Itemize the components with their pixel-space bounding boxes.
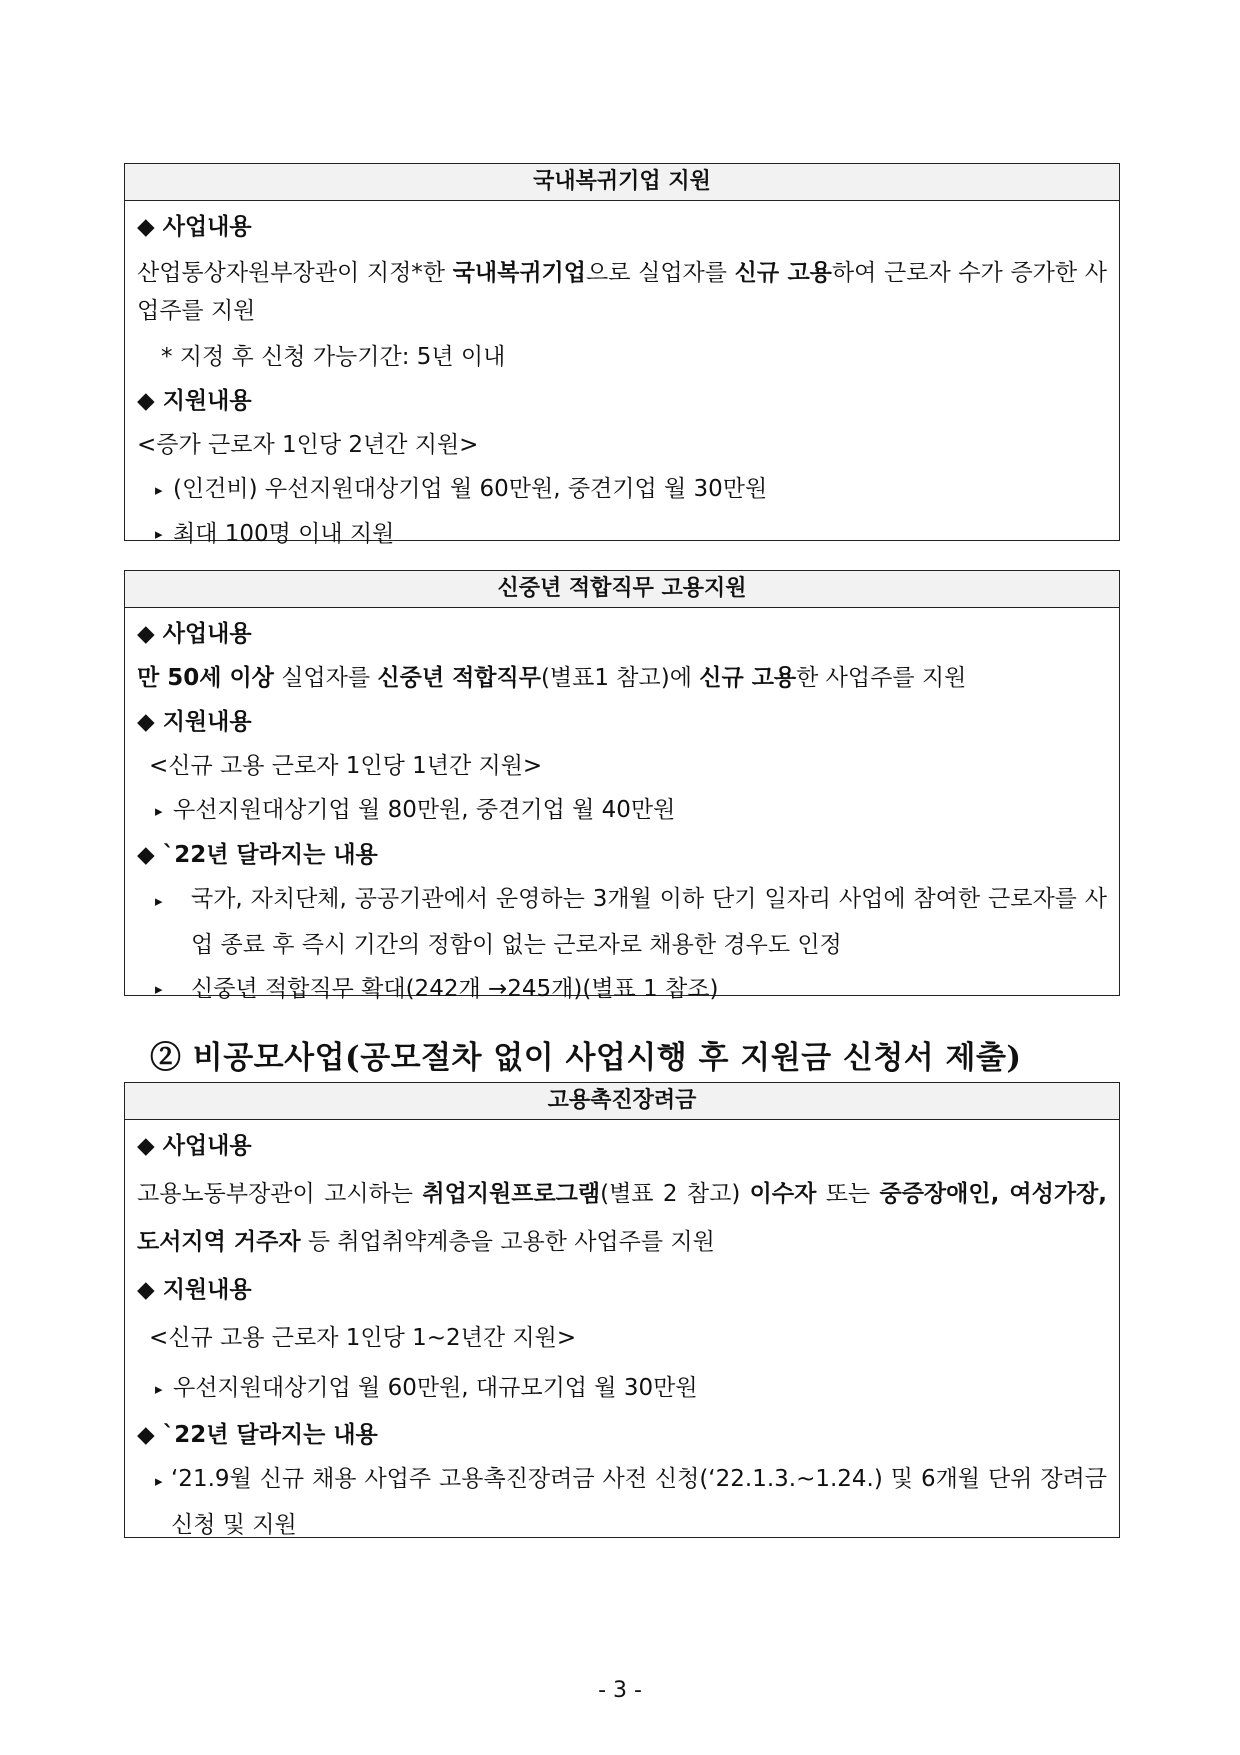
- box-title: 고용촉진장려금: [125, 1083, 1119, 1120]
- list-item: ▸ 국가, 자치단체, 공공기관에서 운영하는 3개월 이하 단기 일자리 사업에 참여한 근로자를 사업 종료 후 즉시 기간의 정함이 없는 근로자로 채용한 경우도 인정: [137, 877, 1107, 967]
- list-item: ▸ (인건비) 우선지원대상기업 월 60만원, 중견기업 월 30만원: [137, 467, 1107, 512]
- box-domestic-return: [124, 163, 1120, 547]
- support-subtitle: <신규 고용 근로자 1인당 1~2년간 지원>: [149, 1325, 577, 1351]
- triangle-bullet-icon: ▸: [155, 1471, 163, 1490]
- triangle-bullet-icon: ▸: [155, 801, 163, 820]
- box-employment-promotion: [124, 1082, 1120, 1538]
- list-item: ▸ 우선지원대상기업 월 80만원, 중견기업 월 40만원: [137, 788, 1107, 833]
- box-midcareer-job: [124, 570, 1120, 1002]
- business-description: 산업통상자원부장관이 지정*한 국내복귀기업으로 실업자를 신규 고용하여 근로자 수가 증가한 사업주를 지원: [137, 260, 1107, 324]
- section-head-business: ◆ 사업내용: [137, 1133, 252, 1159]
- support-subtitle: <증가 근로자 1인당 2년간 지원>: [137, 432, 479, 458]
- section-head-support: ◆ 지원내용: [137, 388, 252, 414]
- box-title: 신중년 적합직무 고용지원: [125, 571, 1119, 608]
- list-item: ▸ 신중년 적합직무 확대(242개 →245개)(별표 1 참조): [137, 967, 1107, 1012]
- business-description: 만 50세 이상 실업자를 신중년 적합직무(별표1 참고)에 신규 고용한 사업주를 지원: [137, 665, 967, 691]
- section-head-business: ◆ 사업내용: [137, 621, 252, 647]
- diamond-icon: ◆: [137, 841, 155, 868]
- section-head-support: ◆ 지원내용: [137, 1277, 252, 1303]
- section-head-changes: ◆ `22년 달라지는 내용: [137, 841, 378, 868]
- triangle-bullet-icon: ▸: [155, 891, 163, 910]
- diamond-icon: ◆: [137, 709, 155, 735]
- triangle-bullet-icon: ▸: [155, 1379, 163, 1398]
- section-head-support: ◆ 지원내용: [137, 709, 252, 735]
- triangle-bullet-icon: ▸: [155, 480, 163, 499]
- list-item: ▸ ‘21.9월 신규 채용 사업주 고용촉진장려금 사전 신청(‘22.1.3.~1.24.) 및 6개월 단위 장려금 신청 및 지원: [137, 1457, 1107, 1547]
- page-number: - 3 -: [598, 1678, 642, 1703]
- diamond-icon: ◆: [137, 1421, 155, 1448]
- list-item: ▸ 최대 100명 이내 지원: [137, 512, 1107, 557]
- diamond-icon: ◆: [137, 1133, 155, 1159]
- section-head-business: ◆ 사업내용: [137, 214, 252, 240]
- triangle-bullet-icon: ▸: [155, 525, 163, 543]
- diamond-icon: ◆: [137, 1277, 155, 1303]
- diamond-icon: ◆: [137, 388, 155, 414]
- section-title: ② 비공모사업(공모절차 없이 사업시행 후 지원금 신청서 제출): [150, 1040, 1022, 1076]
- list-item: ▸ 우선지원대상기업 월 60만원, 대규모기업 월 30만원: [137, 1364, 1107, 1413]
- diamond-icon: ◆: [137, 214, 155, 240]
- diamond-icon: ◆: [137, 621, 155, 647]
- section-head-changes: ◆ `22년 달라지는 내용: [137, 1421, 378, 1448]
- note-text: * 지정 후 신청 가능기간: 5년 이내: [161, 344, 506, 370]
- business-description: 고용노동부장관이 고시하는 취업지원프로그램(별표 2 참고) 이수자 또는 중증장애인, 여성가장, 도서지역 거주자 등 취업취약계층을 고용한 사업주를 지원: [137, 1181, 1107, 1255]
- support-subtitle: <신규 고용 근로자 1인당 1년간 지원>: [149, 753, 543, 779]
- box-title: 국내복귀기업 지원: [125, 164, 1119, 201]
- triangle-bullet-icon: ▸: [155, 980, 163, 998]
